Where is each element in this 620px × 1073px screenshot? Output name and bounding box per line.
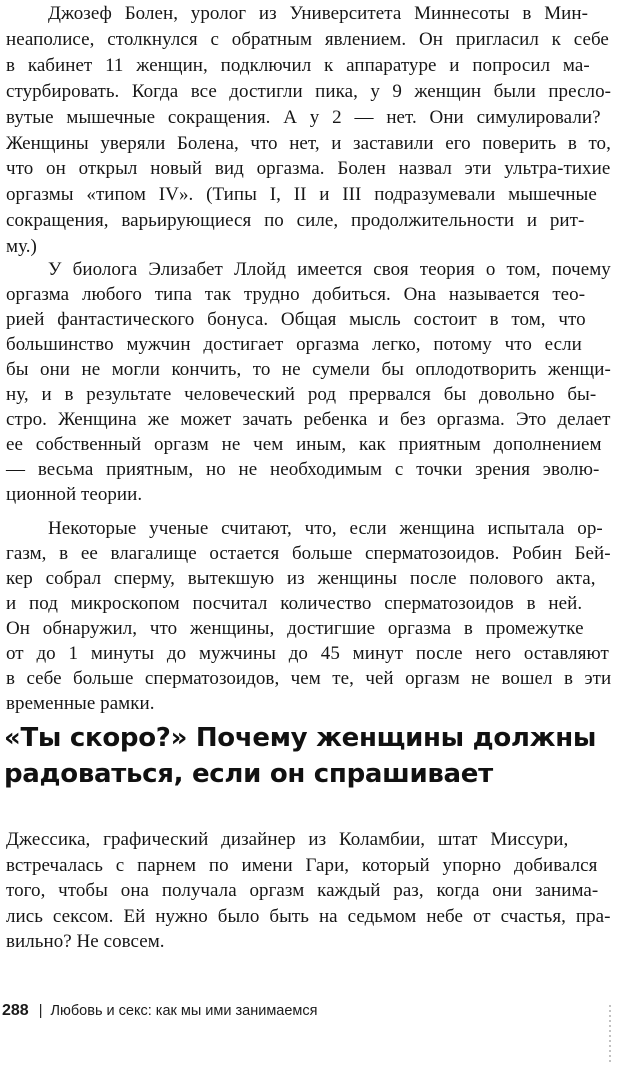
paragraph-line: бы они не могли кончить, то не сумели бы оплодотворить женщи- [6, 359, 611, 380]
page-number: 288 [2, 1002, 29, 1019]
running-title: Любовь и секс: как мы ими занимаемся [50, 1003, 318, 1019]
footer-separator: | [38, 1003, 43, 1019]
paragraph-line: оргазма любого типа так трудно добиться. Она называется тео- [6, 284, 586, 305]
paragraph-line: сокращения, варьирующиеся по силе, продолжительности и рит- [6, 210, 585, 232]
paragraph-line: в кабинет 11 женщин, подключил к аппаратуре и попросил ма- [6, 54, 590, 76]
paragraph-line: от до 1 минуты до мужчины до 45 минут после него оставляют [6, 643, 609, 664]
paragraph-line: рией фантастического бонуса. Общая мысль состоит в том, что [6, 309, 586, 330]
scan-artifact [609, 1005, 611, 1063]
paragraph-line: вутые мышечные сокращения. А у 2 — нет. Они симулировали? [6, 106, 601, 128]
paragraph-line: и под микроскопом посчитал количество сперматозоидов в ней. [6, 593, 583, 614]
paragraph-line: лись сексом. Ей нужно было быть на седьмом небе от счастья, пра- [6, 905, 611, 927]
paragraph-line: ну, и в результате человеческий род прервался бы довольно бы- [6, 384, 597, 405]
paragraph-line: Джессика, графический дизайнер из Коламбии, штат Миссури, [6, 829, 569, 850]
paragraph-line: стро. Женщина же может зачать ребенка и без оргазма. Это делает [6, 409, 611, 430]
paragraph-line: газм, в ее влагалище остается больше сперматозоидов. Робин Бей- [6, 543, 611, 564]
paragraph-line: в себе больше сперматозоидов, чем те, чей оргазм не вошел в эти [6, 668, 612, 689]
paragraph-line: Он обнаружил, что женщины, достигшие оргазма в промежутке [6, 618, 584, 639]
paragraph-line: временные рамки. [6, 693, 155, 714]
page-footer [2, 1000, 318, 1022]
paragraph-line: встречалась с парнем по имени Гари, который упорно добивался [6, 854, 598, 876]
paragraph-line: ционной теории. [6, 484, 143, 505]
paragraph-line: что он открыл новый вид оргазма. Болен назвал эти ультра-тихие [6, 158, 611, 180]
paragraph-line: стурбировать. Когда все достигли пика, у 9 женщин были пресло- [6, 80, 612, 102]
section-heading [4, 720, 596, 792]
paragraph-line: Некоторые ученые считают, что, если женщина испытала ор- [48, 518, 603, 539]
paragraph-line: ее собственный оргазм не чем иным, как приятным дополнением [6, 434, 602, 455]
paragraph-line: У биолога Элизабет Ллойд имеется своя теория о том, почему [48, 259, 611, 280]
paragraph-line: Женщины уверяли Болена, что нет, и заставили его поверить в то, [6, 132, 611, 154]
paragraph-line: оргазмы «типом IV». (Типы I, II и III подразумевали мышечные [6, 184, 597, 206]
paragraph-line: кер собрал сперму, вытекшую из женщины после полового акта, [6, 568, 596, 589]
section-heading-line: «Ты скоро?» Почему женщины должны [4, 723, 597, 753]
paragraph-line: Джозеф Болен, уролог из Университета Миннесоты в Мин- [48, 3, 588, 24]
paragraph-line: того, чтобы она получала оргазм каждый раз, когда они занима- [6, 880, 599, 902]
paragraph-line: неаполисе, столкнулся с обратным явлением. Он пригласил к себе [6, 28, 609, 50]
paragraph-line: большинство мужчин достигает оргазма легко, потому что если [6, 334, 582, 355]
section-heading-line: радоваться, если он спрашивает [4, 759, 493, 789]
paragraph-line: му.) [6, 236, 37, 258]
paragraph-line: вильно? Не совсем. [6, 931, 165, 953]
paragraph-line: — весьма приятным, но не необходимым с точки зрения эволю- [6, 459, 600, 480]
